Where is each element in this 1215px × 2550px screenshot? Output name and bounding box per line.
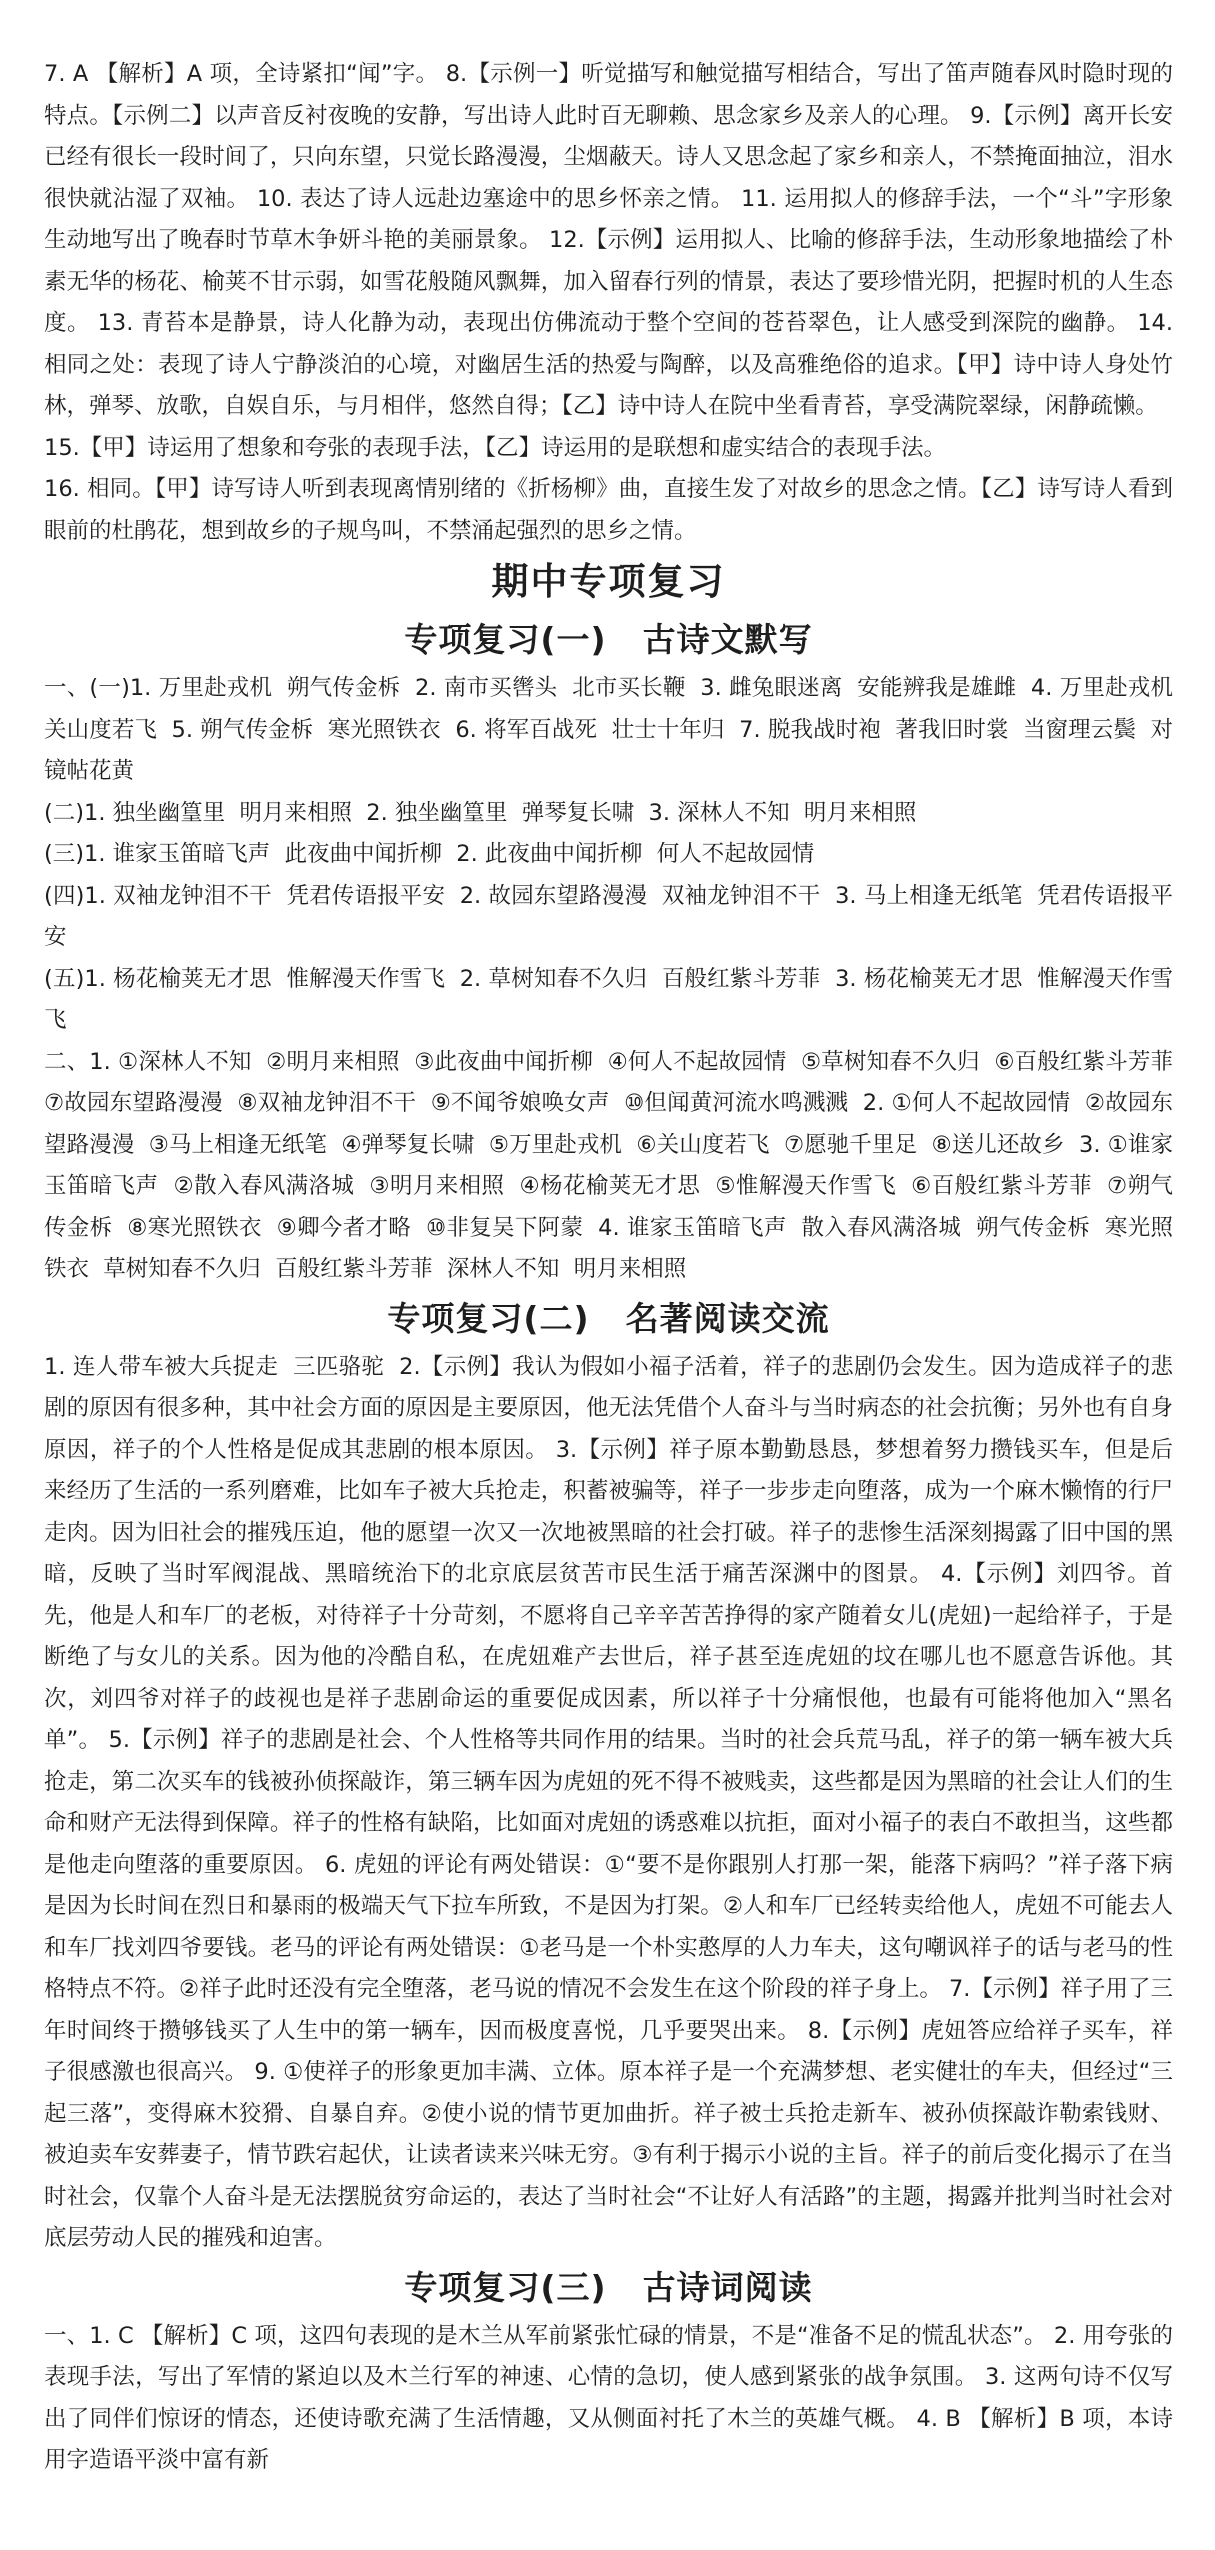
paragraph: 一、(一)1. 万里赴戎机 朔气传金柝 2. 南市买辔头 北市买长鞭 3. 雌兔眼迷离 安能辨我是雄雌 4. 万里赴戎机 关山度若飞 5. 朔气传金柝 寒光照铁衣 6. 将军百战死 壮士十年归 7. 脱我战时袍 著我旧时裳 当窗理云鬓 对镜帖花黄 bbox=[44, 675, 1188, 784]
review-one-section bbox=[44, 612, 1188, 1291]
paragraph: (五)1. 杨花榆荚无才思 惟解漫天作雪飞 2. 草树知春不久归 百般红紫斗芳菲 3. 杨花榆荚无才思 惟解漫天作雪飞 bbox=[44, 965, 1173, 1033]
paragraph: 15.【甲】诗运用了想象和夸张的表现手法，【乙】诗运用的是联想和虚实结合的表现手法。 bbox=[44, 434, 947, 461]
review-three-title bbox=[44, 2260, 1173, 2316]
review-one-title bbox=[44, 612, 1173, 668]
paragraph: 一、1. C 【解析】C 项，这四句表现的是木兰从军前紧张忙碌的情景，不是“准备不足的慌乱状态”。 2. 用夸张的表现手法，写出了军情的紧迫以及木兰行军的神速、心情的急切，使人感到紧张的战争氛围。 3. 这两句诗不仅写出了同伴们惊讶的情态，还使诗歌充满了生活情趣，又从侧面衬托了木兰的英雄气概。 4. B 【解析】B 项，本诗用字造语平淡中富有新 bbox=[44, 2322, 1173, 2473]
paragraph: (四)1. 双袖龙钟泪不干 凭君传语报平安 2. 故园东望路漫漫 双袖龙钟泪不干 3. 马上相逢无纸笔 凭君传语报平安 bbox=[44, 882, 1173, 950]
midterm-review-title: 期中专项复习 bbox=[491, 560, 726, 603]
review-one-title-prefix: 专项复习(一) bbox=[404, 620, 607, 659]
review-two-section bbox=[44, 1291, 1173, 2260]
review-three-title-topic: 古诗词阅读 bbox=[642, 2267, 813, 2307]
paragraph: 二、1. ①深林人不知 ②明月来相照 ③此夜曲中闻折柳 ④何人不起故园情 ⑤草树知春不久归 ⑥百般红紫斗芳菲 ⑦故园东望路漫漫 ⑧双袖龙钟泪不干 ⑨不闻爷娘唤女声 ⑩但闻黄河流水鸣溅溅 2. ①何人不起故园情 ②故园东望路漫漫 ③马上相逢无纸笔 ④弹琴复长啸 ⑤万里赴戎机 ⑥关山度若飞 ⑦愿驰千里足 ⑧送儿还故乡 3. ①谁家玉笛暗飞声 ②散入春风满洛城 ③明月来相照 ④杨花榆荚无才思 ⑤惟解漫天作雪飞 ⑥百般红紫斗芳菲 ⑦朔气传金柝 ⑧寒光照铁衣 ⑨卿今者才略 ⑩非复吴下阿蒙 4. 谁家玉笛暗飞声 散入春风满洛城 朔气传金柝 寒光照铁衣 草树知春不久归 百般红紫斗芳菲 深林人不知 明月来相照 bbox=[44, 1048, 1188, 1282]
review-two-title-prefix: 专项复习(二) bbox=[387, 1298, 590, 1338]
paragraph: 16. 相同。【甲】诗写诗人听到表现离情别绪的《折杨柳》曲，直接生发了对故乡的思念之情。【乙】诗写诗人看到眼前的杜鹃花，想到故乡的子规鸟叫，不禁涌起强烈的思乡之情。 bbox=[44, 476, 1173, 544]
paragraph: 7. A 【解析】A 项，全诗紧扣“闻”字。 8.【示例一】听觉描写和触觉描写相结合，写出了笛声随春风时隐时现的特点。【示例二】以声音反衬夜晚的安静，写出诗人此时百无聊赖、思念家乡及亲人的心理。 9.【示例】离开长安已经有很长一段时间了，只向东望，只觉长路漫漫，尘烟蔽天。诗人又思念起了家乡和亲人，不禁掩面抽泣，泪水很快就沾湿了双袖。 10. 表达了诗人远赴边塞途中的思乡怀亲之情。 11. 运用拟人的修辞手法，一个“斗”字形象生动地写出了晚春时节草木争妍斗艳的美丽景象。 12.【示例】运用拟人、比喻的修辞手法，生动形象地描绘了朴素无华的杨花、榆荚不甘示弱，如雪花般随风飘舞，加入留春行列的情景，表达了要珍惜光阴，把握时机的人生态度。 13. 青苔本是静景，诗人化静为动，表现出仿佛流动于整个空间的苍苔翠色，让人感受到深院的幽静。 14. 相同之处：表现了诗人宁静淡泊的心境，对幽居生活的热爱与陶醉，以及高雅绝俗的追求。【甲】诗中诗人身处竹林，弹琴、放歌，自娱自乐，与月相伴，悠然自得；【乙】诗中诗人在院中坐看青苔，享受满院翠绿，闲静疏懒。 bbox=[44, 61, 1181, 419]
review-two-title-topic: 名著阅读交流 bbox=[625, 1298, 830, 1338]
review-one-title-topic: 古诗文默写 bbox=[642, 620, 813, 659]
review-two-title bbox=[44, 1291, 1173, 1347]
review-three-title-prefix: 专项复习(三) bbox=[404, 2267, 607, 2307]
paragraph: (三)1. 谁家玉笛暗飞声 此夜曲中闻折柳 2. 此夜曲中闻折柳 何人不起故园情 bbox=[44, 841, 815, 867]
paragraph: 1. 连人带车被大兵捉走 三匹骆驼 2.【示例】我认为假如小福子活着，祥子的悲剧仍会发生。因为造成祥子的悲剧的原因有很多种，其中社会方面的原因是主要原因，他无法凭借个人奋斗与当时病态的社会抗衡；另外也有自身原因，祥子的个人性格是促成其悲剧的根本原因。 3.【示例】祥子原本勤勤恳恳，梦想着努力攒钱买车，但是后来经历了生活的一系列磨难，比如车子被大兵抢走，积蓄被骗等，祥子一步步走向堕落，成为一个麻木懒惰的行尸走肉。因为旧社会的摧残压迫，他的愿望一次又一次地被黑暗的社会打破。祥子的悲惨生活深刻揭露了旧中国的黑暗，反映了当时军阀混战、黑暗统治下的北京底层贫苦市民生活于痛苦深渊中的图景。 4.【示例】刘四爷。首先，他是人和车厂的老板，对待祥子十分苛刻，不愿将自己辛辛苦苦挣得的家产随着女儿(虎妞)一起给祥子，于是断绝了与女儿的关系。因为他的冷酷自私，在虎妞难产去世后，祥子甚至连虎妞的坟在哪儿也不愿意告诉他。其次，刘四爷对祥子的歧视也是祥子悲剧命运的重要促成因素，所以祥子十分痛恨他，也最有可能将他加入“黑名单”。 5.【示例】祥子的悲剧是社会、个人性格等共同作用的结果。当时的社会兵荒马乱，祥子的第一辆车被大兵抢走，第二次买车的钱被孙侦探敲诈，第三辆车因为虎妞的死不得不被贱卖，这些都是因为黑暗的社会让人们的生命和财产无法得到保障。祥子的性格有缺陷，比如面对虎妞的诱惑难以抗拒，面对小福子的表白不敢担当，这些都是他走向堕落的重要原因。 6. 虎妞的评论有两处错误：①“要不是你跟别人打那一架，能落下病吗？”祥子落下病是因为长时间在烈日和暴雨的极端天气下拉车所致，不是因为打架。②人和车厂已经转卖给他人，虎妞不可能去人和车厂找刘四爷要钱。老马的评论有两处错误：①老马是一个朴实憨厚的人力车夫，这句嘲讽祥子的话与老马的性格特点不符。②祥子此时还没有完全堕落，老马说的情况不会发生在这个阶段的祥子身上。 7.【示例】祥子用了三年时间终于攒够钱买了人生中的第一辆车，因而极度喜悦，几乎要哭出来。 8.【示例】虎妞答应给祥子买车，祥子很感激也很高兴。 9. ①使祥子的形象更加丰满、立体。原本祥子是一个充满梦想、老实健壮的车夫，但经过“三起三落”，变得麻木狡猾、自暴自弃。②使小说的情节更加曲折。祥子被士兵抢走新车、被孙侦探敲诈勒索钱财、被迫卖车安葬妻子，情节跌宕起伏，让读者读来兴味无穷。③有利于揭示小说的主旨。祥子的前后变化揭示了在当时社会，仅靠个人奋斗是无法摆脱贫穷命运的，表达了当时社会“不让好人有活路”的主题，揭露并批判当时社会对底层劳动人民的摧残和迫害。 bbox=[44, 1353, 1173, 2251]
paragraph: (二)1. 独坐幽篁里 明月来相照 2. 独坐幽篁里 弹琴复长啸 3. 深林人不知 明月来相照 bbox=[44, 799, 917, 826]
answer-section-top bbox=[44, 54, 1181, 552]
review-three-section bbox=[44, 2260, 1173, 2482]
